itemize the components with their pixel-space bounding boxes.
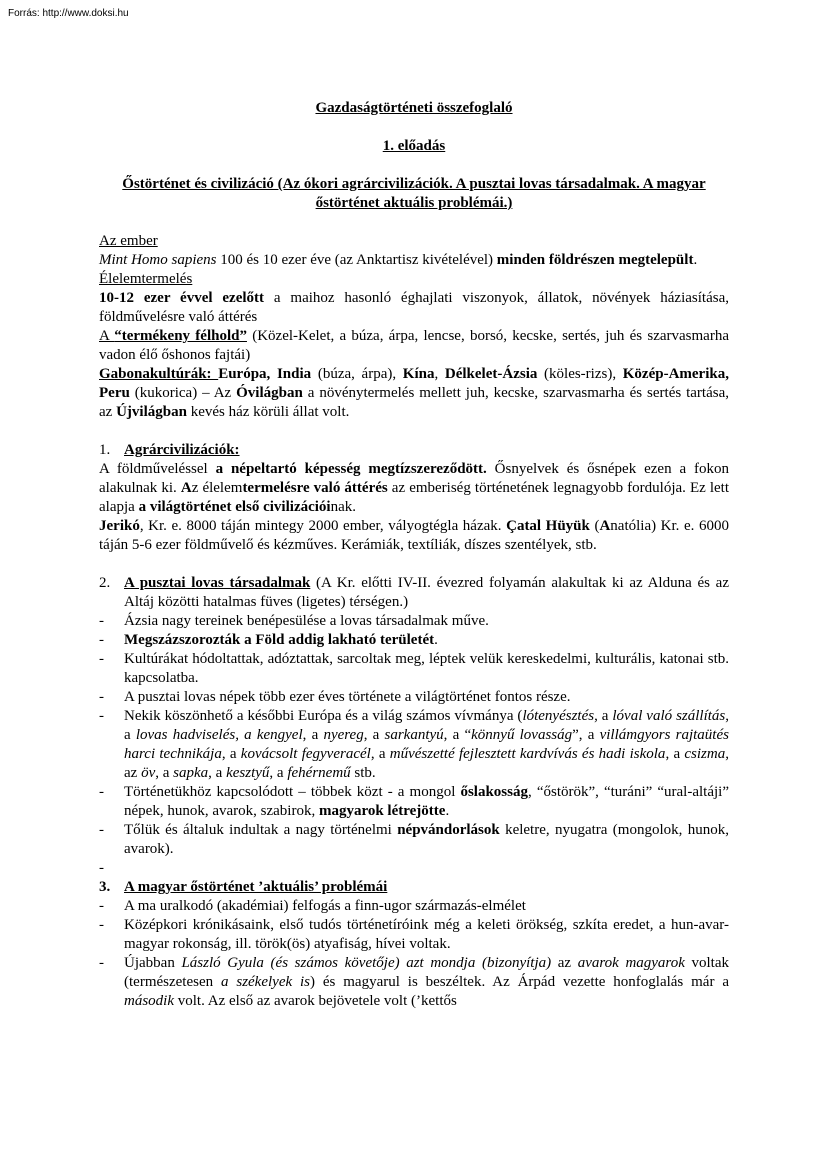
document-body xyxy=(99,99,729,1011)
paragraph-agrarcivilizaciok: A földműveléssel a népeltartó képesség megtízszereződött. Ősnyelvek és ősnépek ezen a fokon alakulnak ki. Az élelemtermelésre való áttérés az emberiség történetének legnagyobb fordulója. Ez lett alapja a világtörténet első civilizációinak. xyxy=(99,461,730,515)
list-item: - Ázsia nagy tereinek benépesülése a lovas társadalmak műve. xyxy=(99,613,489,629)
list-item: - Történetükhöz kapcsolódott – többek közt - a mongol őslakosság, “őstörök”, “turáni” “ural-altáji” népek, hunok, avarok, szabirok, magyarok létrejötte. xyxy=(99,784,729,819)
list-item: - Megszázszorozták a Föld addig lakható területét. xyxy=(99,632,438,648)
lecture-heading: 1. előadás xyxy=(382,138,446,154)
section-1-heading: 1. Agrárcivilizációk: xyxy=(99,442,240,458)
section-2-heading: 2. A pusztai lovas társadalmak (A Kr. előtti IV-II. évezred folyamán alakultak ki az Alduna és az Altáj közötti hatalmas füves (ligetes) térségen.) xyxy=(99,575,729,610)
document-subtitle: Őstörténet és civilizáció (Az ókori agrárcivilizációk. A pusztai lovas társadalmak. A magyar őstörténet aktuális problémái.) xyxy=(122,176,706,211)
list-item: - Kultúrákat hódoltattak, adóztattak, sarcoltak meg, léptek velük kereskedelmi, kulturális, katonai stb. kapcsolatba. xyxy=(99,651,729,686)
list-item: - Középkori krónikásaink, első tudós történetíróink még a keleti örökség, szkíta eredet, a hun-avar-magyar rokonság, ill. török(ös) atyafiság, hívei voltak. xyxy=(99,917,729,952)
list-item: - A ma uralkodó (akadémiai) felfogás a finn-ugor származás-elmélet xyxy=(99,898,526,914)
list-item: - Újabban László Gyula (és számos követője) azt mondja (bizonyítja) az avarok magyarok voltak (természetesen a székelyek is) és magyarul is beszéltek. Az Árpád vezette honfoglalás már a második volt. Az első az avarok bejövetele volt (’kettős xyxy=(99,955,729,1009)
heading-az-ember: Az ember xyxy=(99,233,158,249)
list-item: - A pusztai lovas népek több ezer éves története a világtörténet fontos része. xyxy=(99,689,571,705)
heading-elelemtermeles: Élelemtermelés xyxy=(99,271,193,287)
paragraph-gabonakulturak: Gabonakultúrák: Európa, India (búza, árpa), Kína, Délkelet-Ázsia (köles-rizs), Közép-Amerika, Peru (kukorica) – Az Óvilágban a növénytermelés mellett juh, kecske, szarvasmarha és sertés tartása, az Újvilágban kevés ház körüli állat volt. xyxy=(99,366,729,420)
paragraph-elelemtermeles: 10-12 ezer évvel ezelőtt a maihoz hasonló éghajlati viszonyok, állatok, növények háziasítása, földművelésre való áttérés xyxy=(99,290,729,325)
source-label: Forrás: http://www.doksi.hu xyxy=(8,8,129,19)
document-title: Gazdaságtörténeti összefoglaló xyxy=(315,100,513,116)
list-item: - Nekik köszönhető a későbbi Európa és a világ számos vívmánya (lótenyésztés, a lóval való szállítás, a lovas hadviselés, a kengyel, a nyereg, a sarkantyú, a “könnyű lovasság”, a villámgyors rajtaütés harci technikája, a kovácsolt fegyveracél, a művészetté fejlesztett kardvívás és hadi iskola, a csizma, az öv, a sapka, a kesztyű, a fehérnemű stb. xyxy=(99,708,729,781)
section-3-heading: 3. A magyar őstörténet ’aktuális’ problémái xyxy=(99,879,388,895)
paragraph-homo-sapiens: Mint Homo sapiens 100 és 10 ezer éve (az Anktartisz kivételével) minden földrészen megtelepült. xyxy=(99,252,698,268)
list-item: - xyxy=(99,860,104,876)
list-item: - Tőlük és általuk indultak a nagy történelmi népvándorlások keletre, nyugatra (mongolok, hunok, avarok). xyxy=(99,822,729,857)
paragraph-termekeny-felhold: A “termékeny félhold” (Közel-Kelet, a búza, árpa, lencse, borsó, kecske, sertés, juh és szarvasmarha vadon élő őshonos fajtái) xyxy=(99,328,729,363)
paragraph-jeriko: Jerikó, Kr. e. 8000 táján mintegy 2000 ember, vályogtégla házak. Çatal Hüyük (Anatólia) Kr. e. 6000 táján 5-6 ezer földművelő és kézműves. Kerámiák, textíliák, díszes szentélyek, stb. xyxy=(99,518,729,553)
